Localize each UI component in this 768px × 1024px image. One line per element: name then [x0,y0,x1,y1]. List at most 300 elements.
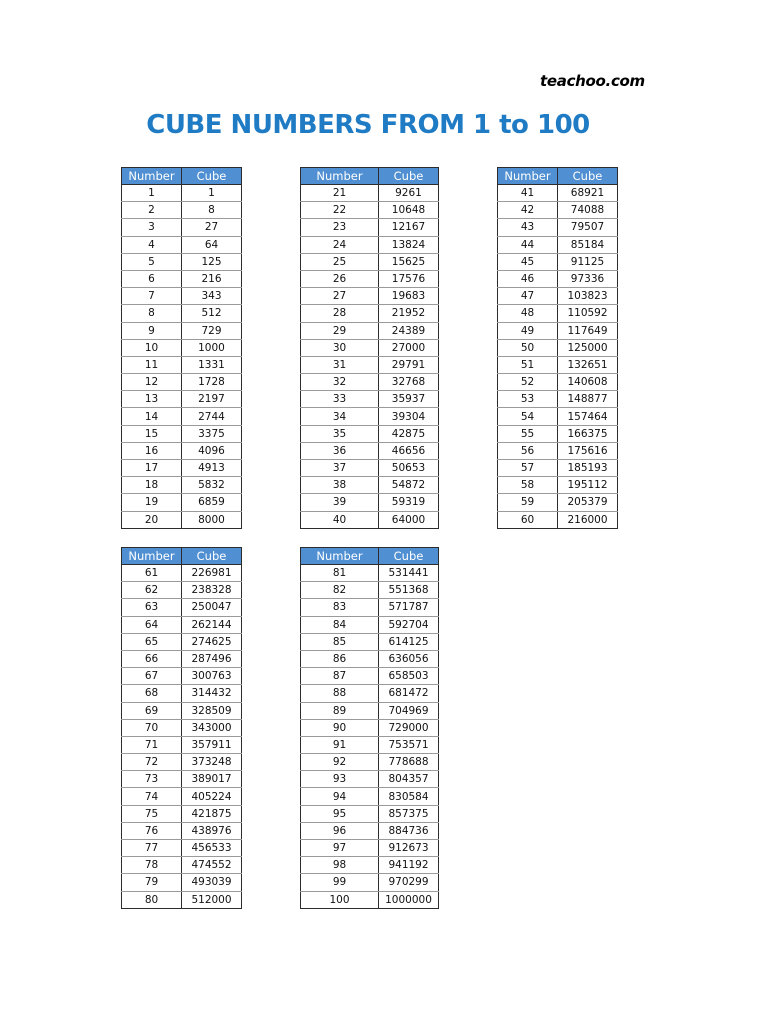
number-cell: 78 [122,857,182,874]
number-cell: 14 [122,408,182,425]
table-row [498,494,618,511]
cube-cell: 262144 [182,616,242,633]
table-row [301,668,439,685]
table-row [301,788,439,805]
cube-cell: 117649 [558,322,618,339]
cube-column-header: Cube [182,168,242,185]
number-cell: 94 [301,788,379,805]
cube-cell: 1728 [182,374,242,391]
table-row [301,702,439,719]
cube-cell: 226981 [182,565,242,582]
table-row [498,425,618,442]
table-row [122,322,242,339]
table-row [122,253,242,270]
number-cell: 52 [498,374,558,391]
table-row [301,374,439,391]
number-cell: 16 [122,442,182,459]
cube-cell: 314432 [182,685,242,702]
cube-table-5 [300,547,439,909]
table-row [498,236,618,253]
table-row [498,408,618,425]
table-row [122,599,242,616]
cube-cell: 35937 [379,391,439,408]
cube-cell: 804357 [379,771,439,788]
cube-cell: 592704 [379,616,439,633]
cube-cell: 32768 [379,374,439,391]
number-cell: 1 [122,185,182,202]
number-cell: 51 [498,356,558,373]
number-cell: 86 [301,650,379,667]
page-title: CUBE NUMBERS FROM 1 to 100 [146,110,590,140]
table-row [122,582,242,599]
number-cell: 88 [301,685,379,702]
number-cell: 24 [301,236,379,253]
table-row [301,616,439,633]
cube-table-2 [300,167,439,529]
cube-cell: 24389 [379,322,439,339]
number-cell: 53 [498,391,558,408]
cube-cell: 912673 [379,840,439,857]
number-cell: 71 [122,736,182,753]
cube-cell: 531441 [379,565,439,582]
number-column-header: Number [122,548,182,565]
number-cell: 67 [122,668,182,685]
table-row [301,633,439,650]
cube-cell: 1331 [182,356,242,373]
cube-cell: 5832 [182,477,242,494]
cube-cell: 21952 [379,305,439,322]
number-cell: 29 [301,322,379,339]
table-row [301,185,439,202]
cube-column-header: Cube [182,548,242,565]
cube-cell: 59319 [379,494,439,511]
table-row [122,494,242,511]
number-cell: 48 [498,305,558,322]
number-cell: 8 [122,305,182,322]
cube-cell: 185193 [558,460,618,477]
table-header-row [498,168,618,185]
table-row [301,236,439,253]
number-cell: 35 [301,425,379,442]
table-row [301,565,439,582]
cube-cell: 551368 [379,582,439,599]
cube-cell: 274625 [182,633,242,650]
cube-cell: 238328 [182,582,242,599]
cube-cell: 216000 [558,511,618,528]
cube-cell: 110592 [558,305,618,322]
cube-cell: 456533 [182,840,242,857]
number-cell: 19 [122,494,182,511]
table-row [122,891,242,908]
table-row [498,305,618,322]
number-cell: 49 [498,322,558,339]
table-row [122,425,242,442]
number-cell: 81 [301,565,379,582]
table-row [122,822,242,839]
table-row [301,874,439,891]
number-column-header: Number [301,548,379,565]
number-cell: 61 [122,565,182,582]
cube-cell: 614125 [379,633,439,650]
number-cell: 45 [498,253,558,270]
cube-cell: 216 [182,270,242,287]
number-cell: 22 [301,202,379,219]
number-cell: 85 [301,633,379,650]
cube-cell: 125000 [558,339,618,356]
cube-cell: 4096 [182,442,242,459]
cube-cell: 1 [182,185,242,202]
table-row [301,736,439,753]
cube-table-3 [497,167,618,529]
number-cell: 10 [122,339,182,356]
table-row [301,840,439,857]
table-row [122,236,242,253]
cube-cell: 389017 [182,771,242,788]
table-row [498,219,618,236]
number-cell: 63 [122,599,182,616]
number-cell: 56 [498,442,558,459]
table-row [301,339,439,356]
cube-column-header: Cube [558,168,618,185]
cube-cell: 42875 [379,425,439,442]
cube-cell: 941192 [379,857,439,874]
cube-cell: 729000 [379,719,439,736]
cube-cell: 778688 [379,754,439,771]
table-row [122,771,242,788]
number-cell: 3 [122,219,182,236]
number-cell: 23 [301,219,379,236]
table-row [301,494,439,511]
table-row [122,668,242,685]
number-cell: 90 [301,719,379,736]
cube-cell: 64 [182,236,242,253]
cube-cell: 27000 [379,339,439,356]
cube-cell: 140608 [558,374,618,391]
number-cell: 7 [122,288,182,305]
cube-cell: 8 [182,202,242,219]
number-cell: 32 [301,374,379,391]
table-row [122,805,242,822]
cube-cell: 421875 [182,805,242,822]
table-row [122,270,242,287]
cube-cell: 729 [182,322,242,339]
table-header-row [122,168,242,185]
number-cell: 37 [301,460,379,477]
number-cell: 97 [301,840,379,857]
table-row [498,391,618,408]
number-cell: 12 [122,374,182,391]
cube-cell: 29791 [379,356,439,373]
table-row [498,511,618,528]
table-row [122,702,242,719]
number-cell: 96 [301,822,379,839]
number-cell: 36 [301,442,379,459]
cube-cell: 91125 [558,253,618,270]
cube-cell: 12167 [379,219,439,236]
cube-cell: 658503 [379,668,439,685]
number-cell: 5 [122,253,182,270]
brand-logo-text: teachoo.com [540,72,645,90]
cube-cell: 438976 [182,822,242,839]
number-cell: 4 [122,236,182,253]
table-row [122,477,242,494]
cube-cell: 753571 [379,736,439,753]
table-row [122,288,242,305]
table-row [122,840,242,857]
number-cell: 84 [301,616,379,633]
table-row [498,270,618,287]
number-cell: 72 [122,754,182,771]
number-cell: 60 [498,511,558,528]
cube-cell: 27 [182,219,242,236]
cube-cell: 13824 [379,236,439,253]
cube-column-header: Cube [379,548,439,565]
table-row [301,356,439,373]
number-cell: 55 [498,425,558,442]
number-cell: 15 [122,425,182,442]
number-cell: 11 [122,356,182,373]
table-header-row [122,548,242,565]
number-cell: 62 [122,582,182,599]
cube-cell: 250047 [182,599,242,616]
cube-cell: 9261 [379,185,439,202]
number-cell: 83 [301,599,379,616]
cube-cell: 8000 [182,511,242,528]
number-cell: 21 [301,185,379,202]
cube-cell: 85184 [558,236,618,253]
cube-cell: 681472 [379,685,439,702]
table-row [498,460,618,477]
number-cell: 75 [122,805,182,822]
table-row [122,442,242,459]
table-row [301,253,439,270]
cube-cell: 17576 [379,270,439,287]
cube-cell: 125 [182,253,242,270]
table-row [122,616,242,633]
cube-cell: 343 [182,288,242,305]
cube-cell: 46656 [379,442,439,459]
number-cell: 99 [301,874,379,891]
table-row [301,857,439,874]
table-row [301,822,439,839]
table-row [301,891,439,908]
number-cell: 65 [122,633,182,650]
cube-cell: 148877 [558,391,618,408]
number-cell: 77 [122,840,182,857]
cube-cell: 287496 [182,650,242,667]
number-cell: 74 [122,788,182,805]
cube-cell: 68921 [558,185,618,202]
cube-cell: 405224 [182,788,242,805]
cube-cell: 74088 [558,202,618,219]
cube-cell: 79507 [558,219,618,236]
table-row [122,408,242,425]
number-cell: 76 [122,822,182,839]
table-header-row [301,548,439,565]
cube-cell: 132651 [558,356,618,373]
table-row [301,202,439,219]
number-cell: 91 [301,736,379,753]
cube-cell: 857375 [379,805,439,822]
table-row [122,565,242,582]
cube-cell: 205379 [558,494,618,511]
number-cell: 43 [498,219,558,236]
number-cell: 58 [498,477,558,494]
number-cell: 30 [301,339,379,356]
number-cell: 42 [498,202,558,219]
number-cell: 87 [301,668,379,685]
table-row [498,185,618,202]
table-row [301,599,439,616]
cube-cell: 175616 [558,442,618,459]
cube-cell: 64000 [379,511,439,528]
table-row [498,356,618,373]
table-row [498,374,618,391]
cube-cell: 636056 [379,650,439,667]
table-row [301,650,439,667]
number-cell: 9 [122,322,182,339]
table-row [301,288,439,305]
table-row [301,582,439,599]
number-cell: 93 [301,771,379,788]
cube-cell: 704969 [379,702,439,719]
number-cell: 100 [301,891,379,908]
cube-cell: 54872 [379,477,439,494]
cube-cell: 4913 [182,460,242,477]
number-cell: 41 [498,185,558,202]
table-row [122,633,242,650]
number-cell: 18 [122,477,182,494]
cube-cell: 6859 [182,494,242,511]
number-cell: 26 [301,270,379,287]
cube-cell: 830584 [379,788,439,805]
table-row [301,511,439,528]
table-row [301,805,439,822]
cube-cell: 97336 [558,270,618,287]
table-row [122,788,242,805]
table-row [301,477,439,494]
table-row [122,202,242,219]
cube-cell: 1000000 [379,891,439,908]
cube-cell: 512000 [182,891,242,908]
cube-column-header: Cube [379,168,439,185]
table-row [122,719,242,736]
table-row [301,391,439,408]
table-row [301,685,439,702]
number-cell: 66 [122,650,182,667]
number-cell: 73 [122,771,182,788]
number-cell: 31 [301,356,379,373]
number-cell: 70 [122,719,182,736]
table-row [122,685,242,702]
table-row [498,339,618,356]
number-cell: 92 [301,754,379,771]
table-row [301,771,439,788]
number-cell: 38 [301,477,379,494]
number-cell: 95 [301,805,379,822]
table-row [122,219,242,236]
cube-cell: 300763 [182,668,242,685]
table-row [122,857,242,874]
table-row [122,356,242,373]
table-row [301,408,439,425]
number-cell: 89 [301,702,379,719]
number-cell: 54 [498,408,558,425]
number-cell: 50 [498,339,558,356]
cube-cell: 103823 [558,288,618,305]
cube-cell: 493039 [182,874,242,891]
number-cell: 47 [498,288,558,305]
cube-table-4 [121,547,242,909]
number-cell: 80 [122,891,182,908]
cube-cell: 157464 [558,408,618,425]
cube-cell: 166375 [558,425,618,442]
cube-cell: 373248 [182,754,242,771]
number-cell: 59 [498,494,558,511]
number-cell: 39 [301,494,379,511]
table-row [498,202,618,219]
number-cell: 82 [301,582,379,599]
table-row [122,339,242,356]
number-cell: 68 [122,685,182,702]
cube-cell: 15625 [379,253,439,270]
number-cell: 28 [301,305,379,322]
cube-cell: 2197 [182,391,242,408]
cube-table-1 [121,167,242,529]
cube-cell: 884736 [379,822,439,839]
cube-cell: 512 [182,305,242,322]
table-row [301,754,439,771]
table-row [301,442,439,459]
number-cell: 40 [301,511,379,528]
table-row [122,874,242,891]
cube-cell: 970299 [379,874,439,891]
number-cell: 98 [301,857,379,874]
number-cell: 13 [122,391,182,408]
table-row [498,253,618,270]
cube-cell: 328509 [182,702,242,719]
table-row [301,460,439,477]
number-cell: 44 [498,236,558,253]
cube-cell: 195112 [558,477,618,494]
number-cell: 2 [122,202,182,219]
number-cell: 57 [498,460,558,477]
table-row [301,219,439,236]
number-cell: 25 [301,253,379,270]
table-row [122,736,242,753]
cube-cell: 50653 [379,460,439,477]
number-cell: 20 [122,511,182,528]
table-row [498,442,618,459]
table-row [122,460,242,477]
number-cell: 33 [301,391,379,408]
cube-cell: 474552 [182,857,242,874]
cube-cell: 39304 [379,408,439,425]
cube-cell: 3375 [182,425,242,442]
table-row [122,754,242,771]
number-cell: 27 [301,288,379,305]
table-row [498,288,618,305]
cube-cell: 571787 [379,599,439,616]
table-row [301,305,439,322]
cube-cell: 357911 [182,736,242,753]
number-cell: 64 [122,616,182,633]
cube-cell: 343000 [182,719,242,736]
table-header-row [301,168,439,185]
table-row [301,322,439,339]
number-column-header: Number [301,168,379,185]
table-row [122,391,242,408]
